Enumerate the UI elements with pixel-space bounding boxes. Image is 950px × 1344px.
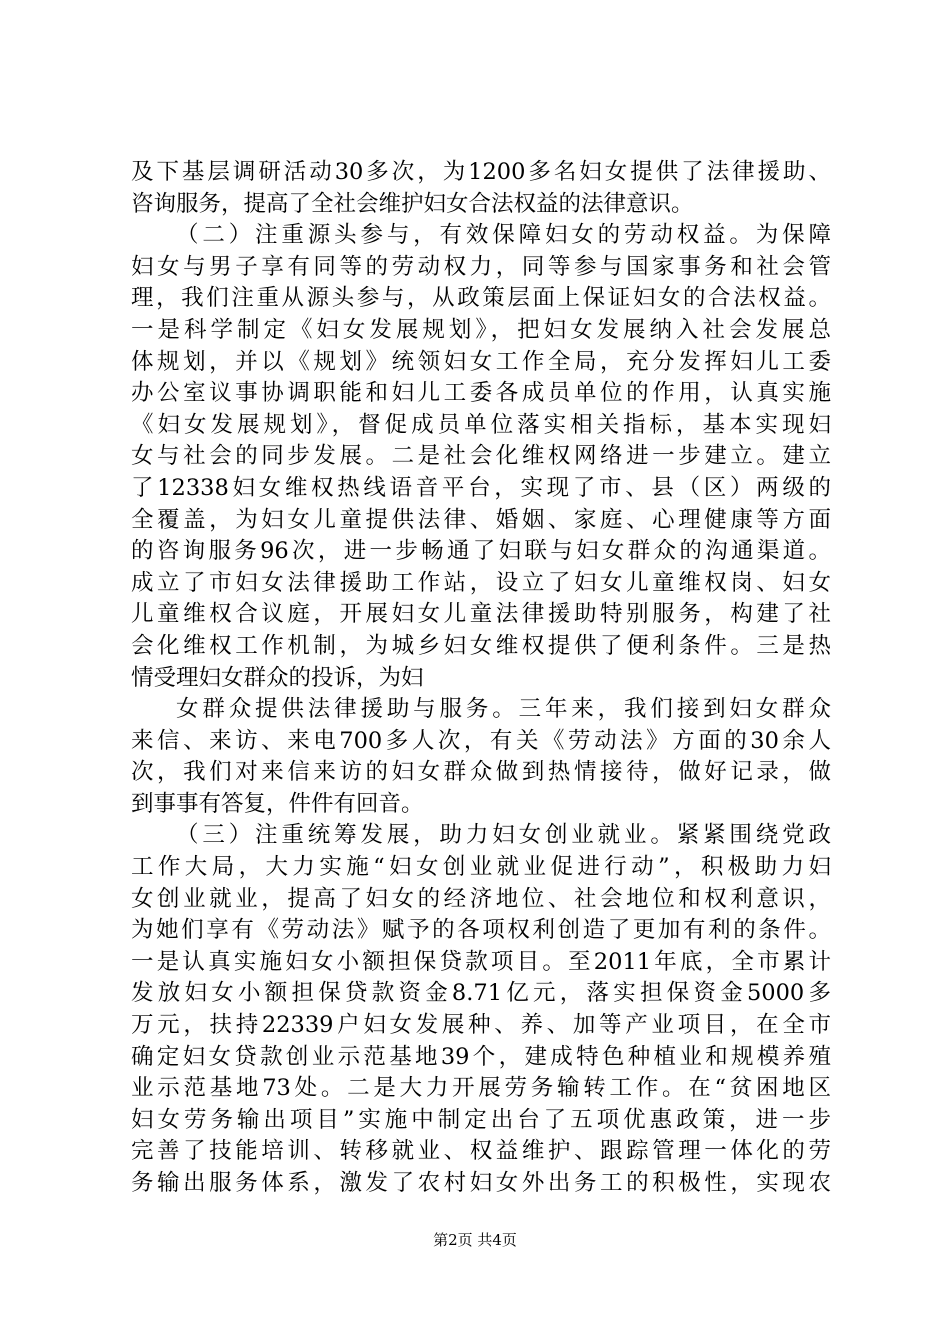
text-line: 为她们享有《劳动法》赋予的各项权利创造了更加有利的条件。 <box>131 917 831 944</box>
text-line: 及下基层调研活动30多次，为1200多名妇女提供了法律援助、 <box>131 159 831 185</box>
text-line: 妇女与男子享有同等的劳动权力，同等参与国家事务和社会管 <box>131 253 831 280</box>
text-line: 女创业就业，提高了妇女的经济地位、社会地位和权利意识， <box>131 885 831 912</box>
text-line: （三）注重统筹发展，助力妇女创业就业。紧紧围绕党政 <box>176 822 831 849</box>
page-footer: 第2页 共4页 <box>433 1231 517 1249</box>
text-line: 次，我们对来信来访的妇女群众做到热情接待，做好记录，做 <box>131 759 831 786</box>
text-line: 《妇女发展规划》，督促成员单位落实相关指标，基本实现妇 <box>131 411 831 438</box>
text-line: 发放妇女小额担保贷款资金8.71亿元，落实担保资金5000多 <box>131 980 831 1007</box>
text-line: 的咨询服务96次，进一步畅通了妇联与妇女群众的沟通渠道。 <box>131 538 831 565</box>
text-line: 一是认真实施妇女小额担保贷款项目。至2011年底，全市累计 <box>131 948 831 975</box>
text-line: 到事事有答复，件件有回音。 <box>131 790 424 817</box>
text-line: 一是科学制定《妇女发展规划》，把妇女发展纳入社会发展总 <box>131 316 831 343</box>
text-line: 业示范基地73处。二是大力开展劳务输转工作。在“贫困地区 <box>131 1075 831 1102</box>
text-line: 女与社会的同步发展。二是社会化维权网络进一步建立。建立 <box>131 443 831 470</box>
text-line: 理，我们注重从源头参与，从政策层面上保证妇女的合法权益。 <box>131 285 831 312</box>
text-line: 情受理妇女群众的投诉，为妇 <box>131 664 424 691</box>
document-body <box>131 157 831 1200</box>
text-line: 办公室议事协调职能和妇儿工委各成员单位的作用，认真实施 <box>131 380 831 407</box>
text-line: （二）注重源头参与，有效保障妇女的劳动权益。为保障 <box>176 222 831 249</box>
text-line: 会化维权工作机制，为城乡妇女维权提供了便利条件。三是热 <box>131 632 831 659</box>
text-line: 女群众提供法律援助与服务。三年来，我们接到妇女群众 <box>176 696 831 723</box>
text-line: 来信、来访、来电700多人次，有关《劳动法》方面的30余人 <box>131 727 831 754</box>
text-line: 工作大局，大力实施“妇女创业就业促进行动”，积极助力妇 <box>131 854 831 881</box>
text-line: 全覆盖，为妇女儿童提供法律、婚姻、家庭、心理健康等方面 <box>131 506 831 533</box>
text-line: 咨询服务，提高了全社会维护妇女合法权益的法律意识。 <box>131 190 694 217</box>
text-line: 确定妇女贷款创业示范基地39个，建成特色种植业和规模养殖 <box>131 1043 831 1070</box>
text-line: 儿童维权合议庭，开展妇女儿童法律援助特别服务，构建了社 <box>131 601 831 628</box>
text-line: 成立了市妇女法律援助工作站，设立了妇女儿童维权岗、妇女 <box>131 569 831 596</box>
text-line: 万元，扶持22339户妇女发展种、养、加等产业项目，在全市 <box>131 1012 831 1039</box>
text-line: 体规划，并以《规划》统领妇女工作全局，充分发挥妇儿工委 <box>131 348 831 375</box>
text-line: 务输出服务体系，激发了农村妇女外出务工的积极性，实现农 <box>131 1170 831 1196</box>
text-line: 完善了技能培训、转移就业、权益维护、跟踪管理一体化的劳 <box>131 1138 831 1165</box>
text-line: 了12338妇女维权热线语音平台，实现了市、县（区）两级的 <box>131 474 831 501</box>
text-line: 妇女劳务输出项目”实施中制定出台了五项优惠政策，进一步 <box>131 1106 831 1133</box>
